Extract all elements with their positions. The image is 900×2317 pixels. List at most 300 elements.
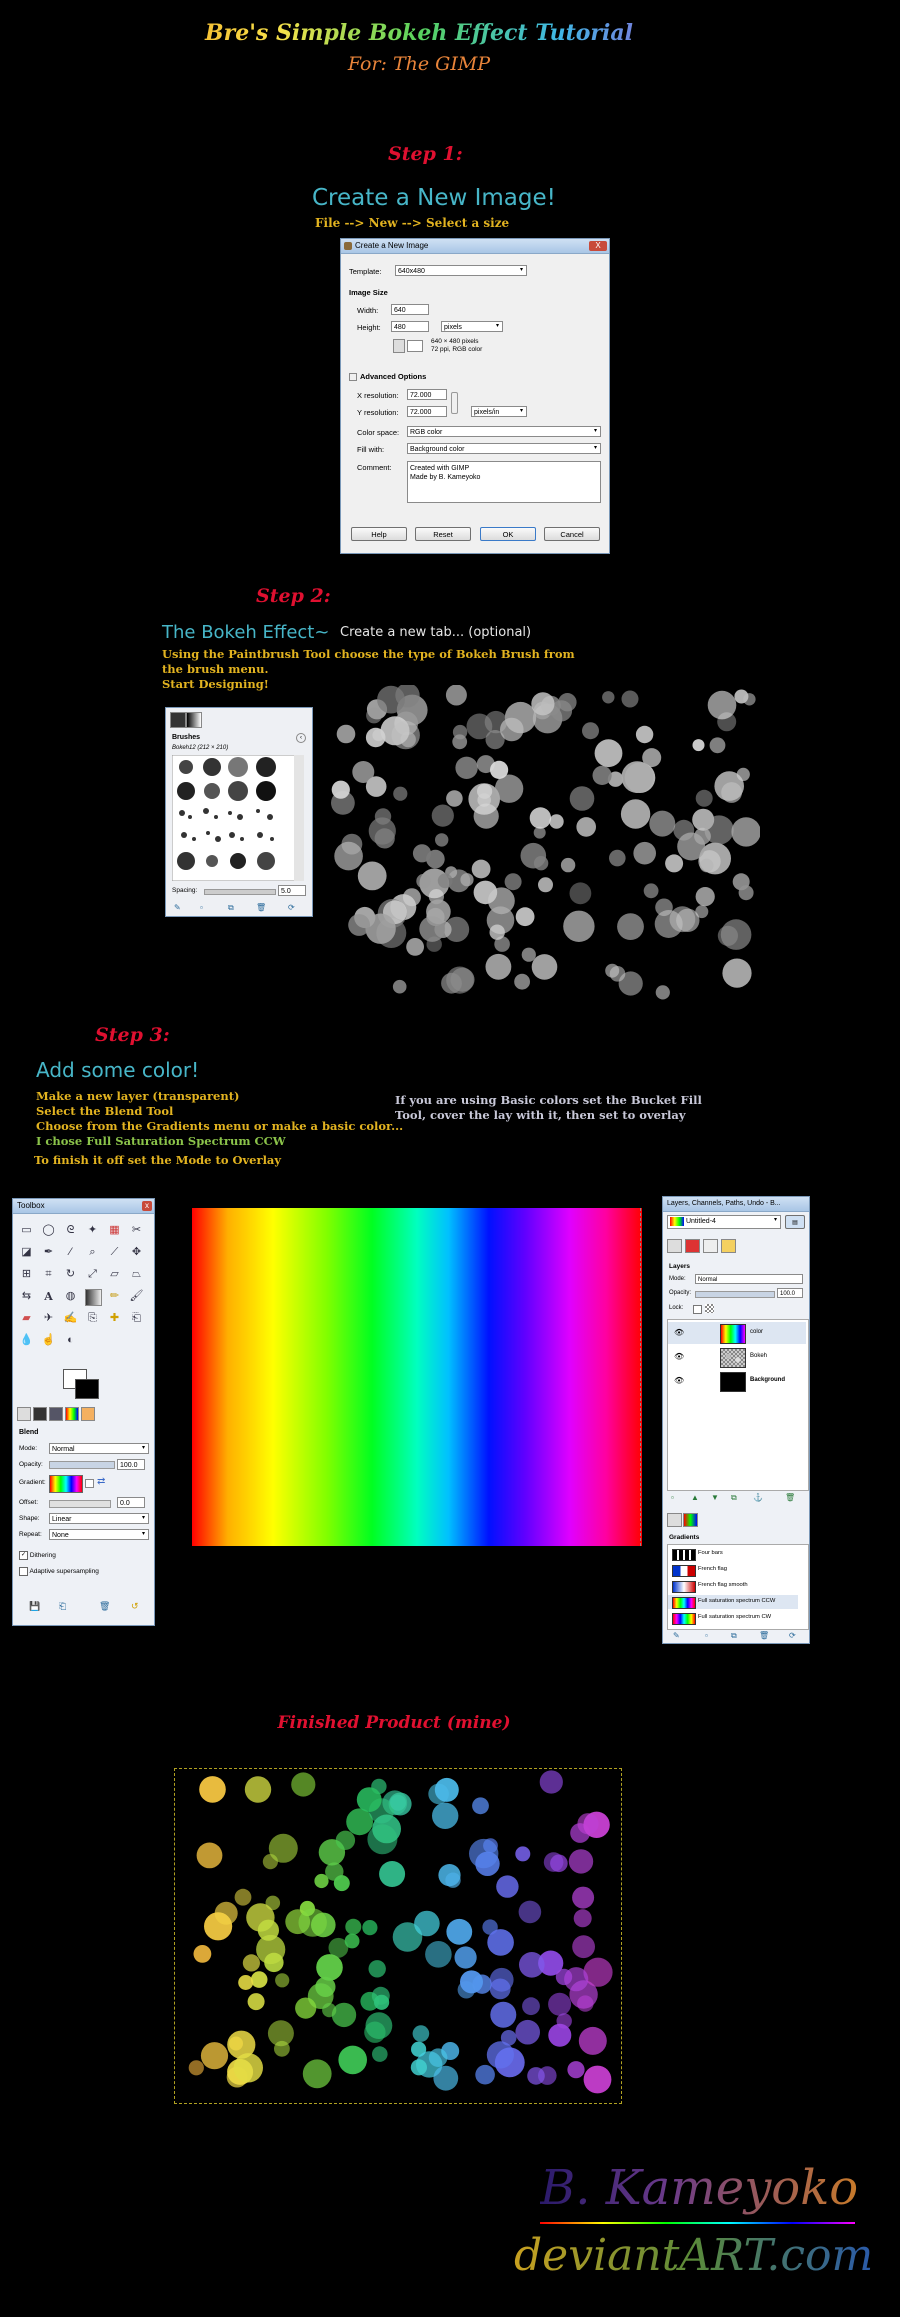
bokeh-circle — [234, 2053, 263, 2082]
bokeh-circle — [348, 914, 370, 936]
bucket-fill-icon[interactable]: ◍ — [65, 1290, 76, 1302]
anchor-icon[interactable]: ⚓ — [753, 1493, 763, 1502]
portrait-icon[interactable] — [393, 339, 405, 353]
toolbox-title: Toolbox — [17, 1201, 45, 1210]
brush-swatch — [257, 852, 275, 870]
unit-select[interactable] — [441, 321, 503, 332]
bokeh-circle — [487, 2041, 514, 2068]
bokeh-circle — [622, 691, 639, 708]
bokeh-circle — [579, 2027, 607, 2055]
layer-row[interactable] — [668, 1322, 806, 1344]
restore-icon[interactable]: ⎗ — [59, 1601, 67, 1611]
toolbox-titlebar[interactable] — [13, 1199, 154, 1214]
gradient-actions — [667, 1631, 807, 1643]
menu-arrow-icon[interactable]: ‹ — [296, 733, 306, 743]
bokeh-circle — [644, 883, 659, 898]
fill-label: Fill with: — [357, 445, 385, 454]
bokeh-circle — [342, 834, 363, 855]
bokeh-circle — [332, 781, 350, 799]
step2-heading-note: Create a new tab... (optional) — [340, 625, 532, 640]
eye-icon[interactable]: 👁 — [674, 1328, 685, 1337]
bokeh-circle — [393, 787, 407, 801]
gradient-swatch — [672, 1613, 696, 1625]
size-info-line2: 72 ppi, RGB color — [431, 346, 483, 353]
brush-info: Bokeh12 (212 × 210) — [172, 745, 229, 751]
height-input[interactable]: 480 — [391, 321, 429, 332]
chevron-down-icon: ▾ — [593, 445, 597, 451]
gradient-item[interactable] — [668, 1595, 798, 1609]
new-icon[interactable]: ▫ — [200, 903, 203, 912]
heal-icon[interactable]: ✚ — [109, 1312, 120, 1324]
comment-line2: Made by B. Kameyoko — [410, 474, 481, 481]
undo-tab-icon[interactable] — [721, 1239, 736, 1253]
shape-value: Linear — [52, 1516, 72, 1523]
eye-icon[interactable]: 👁 — [674, 1376, 685, 1385]
color-select-icon[interactable]: ▦ — [109, 1224, 120, 1236]
bokeh-circle — [549, 814, 563, 828]
bokeh-circle — [656, 985, 670, 999]
bokeh-circle — [531, 692, 554, 715]
gradient-preview[interactable] — [49, 1475, 83, 1493]
edit-icon[interactable]: ✎ — [673, 1631, 680, 1640]
step2-line1: Using the Paintbrush Tool choose the type of Bokeh Brush from — [162, 647, 575, 661]
save-icon[interactable]: 💾 — [29, 1601, 41, 1611]
colorspace-value: RGB color — [410, 429, 443, 436]
raise-icon[interactable]: ▲ — [691, 1493, 699, 1502]
bokeh-circle — [352, 761, 374, 783]
bokeh-circle — [334, 1875, 350, 1891]
delete-icon[interactable]: 🗑 — [99, 1601, 111, 1611]
reset-button[interactable]: Reset — [415, 527, 471, 541]
brush-swatch — [179, 760, 193, 774]
bokeh-circle — [467, 714, 493, 740]
bokeh-circle — [275, 1973, 289, 1987]
gradient-list — [667, 1544, 809, 1630]
comment-textarea[interactable] — [407, 461, 601, 503]
bokeh-circle — [574, 1909, 592, 1927]
bokeh-circle — [455, 1946, 477, 1968]
bokeh-circle — [475, 2065, 495, 2085]
bokeh-circle — [243, 1954, 260, 1971]
paths-icon[interactable]: ✒ — [43, 1246, 54, 1258]
bokeh-circle — [696, 887, 715, 906]
color-picker-icon[interactable]: ⁄ — [69, 1246, 72, 1258]
ellipse-select-icon[interactable]: ◯ — [42, 1224, 55, 1236]
res-unit-select[interactable] — [471, 406, 527, 417]
paths-tab-icon[interactable] — [703, 1239, 718, 1253]
offset-input[interactable]: 0.0 — [117, 1497, 145, 1508]
bokeh-circle — [367, 1824, 397, 1854]
image-select[interactable] — [667, 1215, 781, 1229]
bokeh-circle — [365, 914, 395, 944]
bokeh-circle — [567, 2061, 584, 2078]
paintbrush-icon[interactable]: 🖌 — [129, 1290, 144, 1302]
image-tab-icon[interactable] — [81, 1407, 95, 1421]
bokeh-circle — [445, 1873, 460, 1888]
close-icon[interactable]: x — [142, 1201, 152, 1211]
signature-name: B. Kameyoko — [540, 2160, 859, 2216]
bokeh-circle — [610, 966, 626, 982]
bokeh-circle — [245, 1776, 271, 1802]
dodge-burn-icon[interactable]: ◐ — [67, 1334, 74, 1346]
step2-line2: the brush menu. — [162, 662, 269, 676]
step3-heading: Add some color! — [36, 1058, 200, 1082]
advanced-expander[interactable] — [349, 372, 426, 381]
brush-swatch — [177, 852, 195, 870]
bokeh-circle — [369, 817, 396, 844]
color-swatch-bg[interactable] — [75, 1379, 99, 1399]
delete-icon[interactable]: 🗑 — [785, 1493, 796, 1502]
bokeh-circle — [432, 805, 454, 827]
ok-button[interactable]: OK — [480, 527, 536, 541]
toolbox-actions — [19, 1601, 149, 1613]
lock-label: Lock: — [669, 1305, 684, 1311]
gradient-item[interactable] — [668, 1579, 798, 1593]
yres-input[interactable]: 72.000 — [407, 406, 447, 417]
toolbox-window — [12, 1198, 155, 1626]
layer-thumb — [720, 1348, 746, 1368]
spacing-input[interactable]: 5.0 — [278, 885, 306, 896]
bokeh-gray-canvas — [330, 685, 760, 1005]
edit-icon[interactable]: ✎ — [174, 903, 181, 912]
opacity-input[interactable]: 100.0 — [117, 1459, 145, 1470]
step1-heading: Create a New Image! — [312, 185, 556, 211]
duplicate-icon[interactable]: ⧉ — [731, 1493, 737, 1502]
layer-mode-select[interactable] — [695, 1274, 803, 1284]
refresh-icon[interactable]: ⟳ — [789, 1631, 796, 1640]
bokeh-circle — [609, 850, 626, 867]
brush-swatch — [203, 758, 221, 776]
bokeh-circle — [441, 973, 462, 994]
expander-icon — [349, 373, 357, 381]
bokeh-circle — [316, 1954, 343, 1981]
repeat-select[interactable] — [49, 1529, 149, 1540]
bokeh-circle — [584, 2066, 612, 2094]
gradient-label: Gradient: — [19, 1479, 46, 1486]
gimp-icon — [344, 242, 352, 250]
checkbox-icon — [19, 1567, 28, 1576]
perspective-icon[interactable]: ⏢ — [132, 1268, 141, 1280]
bokeh-circle — [708, 691, 737, 720]
bokeh-circle — [722, 959, 751, 988]
duplicate-icon[interactable]: ⧉ — [228, 903, 234, 912]
bokeh-circle — [505, 873, 522, 890]
gradients-label: Gradients — [669, 1534, 700, 1541]
bokeh-circle — [314, 1874, 328, 1888]
lock-alpha-icon[interactable] — [705, 1304, 714, 1313]
chain-icon[interactable] — [451, 392, 458, 414]
channels-tab-icon[interactable] — [685, 1239, 700, 1253]
colorspace-select[interactable] — [407, 426, 601, 437]
align-icon[interactable]: ⊞ — [21, 1268, 32, 1280]
chevron-down-icon: ▾ — [141, 1515, 145, 1521]
brush-swatch — [204, 783, 220, 799]
image-select-value: Untitled-4 — [685, 1218, 716, 1225]
zoom-icon[interactable]: ⌕ — [89, 1246, 96, 1258]
layer-thumb — [720, 1324, 746, 1344]
brush-swatch — [206, 855, 218, 867]
help-button[interactable]: Help — [351, 527, 407, 541]
bokeh-circle — [194, 1945, 212, 1963]
brush-tab-icon[interactable] — [170, 712, 186, 728]
layer-row[interactable] — [668, 1346, 806, 1368]
step3-line3: Choose from the Gradients menu or make a basic color... — [36, 1119, 404, 1133]
comment-line1: Created with GIMP — [410, 465, 470, 472]
signature-underline — [540, 2222, 855, 2224]
bokeh-circle — [500, 718, 524, 742]
step2-label: Step 2: — [256, 585, 331, 607]
clone-icon[interactable]: ⎘ — [88, 1312, 97, 1324]
fill-select[interactable] — [407, 443, 601, 454]
bokeh-circle — [474, 881, 498, 905]
bokeh-circle — [490, 1979, 511, 2000]
bokeh-circle — [372, 1987, 390, 2005]
bokeh-circle — [731, 817, 760, 846]
smudge-icon[interactable]: ☝ — [41, 1334, 56, 1346]
layers-dialog-title: Layers, Channels, Paths, Undo - B... — [667, 1200, 781, 1207]
auto-button[interactable]: ▤ — [785, 1215, 805, 1229]
mode-select[interactable] — [49, 1443, 149, 1454]
chevron-down-icon: ▾ — [141, 1445, 145, 1451]
gradient-name: Full saturation spectrum CCW — [698, 1598, 776, 1604]
repeat-value: None — [52, 1532, 69, 1539]
brush-swatch — [256, 757, 276, 777]
yres-label: Y resolution: — [357, 408, 399, 417]
spectrum-canvas — [192, 1208, 642, 1546]
move-icon[interactable]: ✥ — [131, 1246, 142, 1258]
text-icon[interactable]: A — [44, 1290, 53, 1303]
shape-select[interactable] — [49, 1513, 149, 1524]
brush-tab-icon[interactable] — [667, 1513, 682, 1527]
bokeh-circle — [514, 974, 530, 990]
measure-icon[interactable]: ⟋ — [110, 1246, 119, 1258]
bokeh-circle — [189, 2060, 204, 2075]
eye-icon[interactable]: 👁 — [674, 1352, 685, 1361]
bokeh-circle — [474, 804, 499, 829]
crop-icon[interactable]: ⌗ — [45, 1268, 52, 1280]
bokeh-circle — [460, 1970, 483, 1993]
bokeh-circle — [564, 1967, 588, 1991]
bokeh-circle — [392, 721, 420, 749]
rotate-icon[interactable]: ↻ — [65, 1268, 76, 1280]
lasso-icon[interactable]: ᘓ — [66, 1224, 75, 1236]
gradient-tab-icon[interactable] — [65, 1407, 79, 1421]
bokeh-circle — [364, 2022, 385, 2043]
bokeh-circle — [490, 925, 505, 940]
landscape-icon[interactable] — [407, 340, 423, 352]
new-layer-icon[interactable]: ▫ — [671, 1493, 674, 1502]
bokeh-circle — [721, 919, 752, 950]
bokeh-circle — [251, 1971, 268, 1988]
bokeh-circle — [572, 1887, 594, 1909]
bokeh-circle — [248, 1993, 265, 2010]
bokeh-circle — [621, 761, 653, 793]
reverse-checkbox[interactable] — [85, 1479, 94, 1488]
bokeh-circle — [411, 2059, 427, 2075]
layers-tab-icon[interactable] — [667, 1239, 682, 1253]
signature-site: deviantART.com — [514, 2230, 874, 2281]
ink-icon[interactable]: ✍ — [63, 1312, 78, 1324]
bokeh-circle — [452, 734, 467, 749]
side-note-line1: If you are using Basic colors set the Bucket Fill — [395, 1093, 702, 1107]
bokeh-circle — [197, 1843, 223, 1869]
scale-icon[interactable]: ⤢ — [88, 1268, 97, 1280]
xres-input[interactable]: 72.000 — [407, 389, 447, 400]
bokeh-circle — [548, 1993, 571, 2016]
brushes-title: Brushes — [172, 734, 201, 741]
bokeh-circle — [414, 1911, 440, 1937]
brush-swatch — [228, 757, 248, 777]
duplicate-icon[interactable]: ⧉ — [731, 1631, 737, 1640]
fill-value: Background color — [410, 446, 465, 453]
swap-icon[interactable]: ⇄ — [97, 1476, 106, 1487]
bokeh-circle — [229, 2037, 243, 2051]
bokeh-circle — [519, 1901, 542, 1924]
bokeh-circle — [438, 873, 453, 888]
bokeh-circle — [486, 954, 512, 980]
layers-titlebar[interactable] — [663, 1197, 809, 1212]
brush-actions — [172, 903, 306, 913]
layers-dialog — [662, 1196, 810, 1644]
bokeh-circle — [563, 911, 594, 942]
width-input[interactable]: 640 — [391, 304, 429, 315]
chevron-down-icon: ▾ — [593, 428, 597, 434]
bokeh-circle — [595, 739, 623, 767]
spacing-slider[interactable] — [204, 889, 276, 895]
rect-select-icon[interactable]: ▭ — [21, 1224, 32, 1236]
bokeh-circle — [696, 790, 713, 807]
delete-icon[interactable]: 🗑 — [759, 1631, 770, 1640]
bokeh-circle — [258, 1920, 279, 1941]
blur-icon[interactable]: 💧 — [19, 1334, 34, 1346]
bokeh-circle — [538, 877, 553, 892]
layer-thumb — [720, 1372, 746, 1392]
options-tabs — [17, 1407, 151, 1421]
bokeh-circle — [705, 815, 734, 844]
gradient-swatch — [672, 1581, 696, 1593]
cancel-button[interactable]: Cancel — [544, 527, 600, 541]
brush-grid[interactable] — [172, 755, 304, 881]
bokeh-color-canvas — [176, 1770, 620, 2102]
chevron-down-icon: ▾ — [495, 323, 499, 329]
image-thumb-icon — [670, 1217, 684, 1226]
bokeh-circle — [515, 2020, 540, 2045]
tool-options-tab-icon[interactable] — [17, 1407, 31, 1421]
shear-icon[interactable]: ▱ — [110, 1268, 119, 1280]
template-select[interactable] — [395, 265, 527, 276]
dialog-titlebar[interactable] — [341, 239, 609, 254]
bokeh-circle — [379, 1861, 405, 1887]
fuzzy-select-icon[interactable]: ✦ — [87, 1224, 98, 1236]
dithering-checkbox[interactable] — [19, 1551, 56, 1560]
offset-slider[interactable] — [49, 1500, 111, 1508]
mode-value: Normal — [52, 1446, 75, 1453]
bokeh-circle — [677, 833, 705, 861]
adaptive-checkbox[interactable] — [19, 1567, 99, 1576]
pattern-tab-icon[interactable] — [49, 1407, 63, 1421]
layer-opacity-label: Opacity: — [669, 1290, 692, 1296]
gradient-tab-icon[interactable] — [186, 712, 202, 728]
advanced-label: Advanced Options — [360, 372, 427, 381]
bokeh-circle — [530, 807, 551, 828]
bokeh-circle — [516, 907, 535, 926]
airbrush-icon[interactable]: ✈ — [43, 1312, 54, 1324]
gradient-dock-tabs — [667, 1513, 807, 1527]
gradient-item[interactable] — [668, 1547, 798, 1561]
layer-opacity-slider[interactable] — [695, 1291, 775, 1298]
bokeh-circle — [446, 790, 463, 807]
height-label: Height: — [357, 323, 381, 332]
bokeh-circle — [403, 888, 421, 906]
layer-opacity-input[interactable]: 100.0 — [777, 1288, 803, 1298]
foreground-select-icon[interactable]: ◪ — [21, 1246, 32, 1258]
step3-line5: To finish it off set the Mode to Overlay — [34, 1153, 282, 1167]
pencil-icon[interactable]: ✏ — [109, 1290, 120, 1302]
bokeh-circle — [336, 1831, 355, 1850]
res-unit-value: pixels/in — [474, 409, 500, 416]
bokeh-circle — [435, 833, 448, 846]
bokeh-circle — [201, 2042, 228, 2069]
gradient-name: French flag — [698, 1566, 727, 1572]
delete-icon[interactable]: 🗑 — [256, 903, 267, 912]
bokeh-circle — [332, 2003, 356, 2027]
eraser-icon[interactable]: ▰ — [22, 1312, 31, 1324]
layer-row[interactable] — [668, 1370, 806, 1392]
bokeh-circle — [665, 854, 683, 872]
refresh-icon[interactable]: ⟳ — [288, 903, 295, 912]
gradient-swatch — [672, 1549, 696, 1561]
bokeh-circle — [544, 1852, 564, 1872]
bokeh-circle — [472, 1797, 489, 1814]
brush-swatch — [256, 781, 276, 801]
step3-line4: I chose Full Saturation Spectrum CCW — [36, 1134, 286, 1148]
tutorial-subtitle: For: The GIMP — [347, 53, 491, 75]
blend-icon[interactable] — [85, 1289, 102, 1306]
gradient-item[interactable] — [668, 1611, 798, 1625]
opacity-slider[interactable] — [49, 1461, 115, 1469]
bokeh-circle — [338, 2046, 367, 2075]
bokeh-circle — [472, 860, 491, 879]
perspective-clone-icon[interactable]: ⎗ — [132, 1312, 141, 1324]
bokeh-circle — [413, 844, 431, 862]
gradient-name: French flag smooth — [698, 1582, 748, 1588]
bokeh-circle — [693, 739, 705, 751]
template-value: 640x480 — [398, 268, 425, 275]
adaptive-label: Adaptive supersampling — [29, 1568, 99, 1576]
lock-pixels-checkbox[interactable] — [693, 1305, 702, 1314]
bokeh-circle — [362, 1920, 377, 1935]
dialog-title: Create a New Image — [355, 241, 429, 250]
bokeh-circle — [570, 882, 592, 904]
bokeh-circle — [649, 811, 675, 837]
mode-label: Mode: — [19, 1445, 38, 1452]
bokeh-circle — [291, 1772, 315, 1796]
new-icon[interactable]: ▫ — [705, 1631, 708, 1640]
xres-label: X resolution: — [357, 391, 399, 400]
gradient-item[interactable] — [668, 1563, 798, 1577]
layer-actions — [667, 1493, 807, 1505]
bokeh-circle — [322, 2003, 336, 2017]
flip-icon[interactable]: ⇆ — [21, 1290, 32, 1302]
lower-icon[interactable]: ▼ — [711, 1493, 719, 1502]
close-icon[interactable]: X — [589, 241, 607, 251]
chevron-down-icon: ▾ — [519, 408, 523, 414]
bokeh-circle — [446, 685, 467, 706]
brush-tab-icon[interactable] — [33, 1407, 47, 1421]
scissors-icon[interactable]: ✂ — [131, 1224, 142, 1236]
reset-icon[interactable]: ↺ — [131, 1601, 139, 1611]
gradient-tab-icon[interactable] — [683, 1513, 698, 1527]
